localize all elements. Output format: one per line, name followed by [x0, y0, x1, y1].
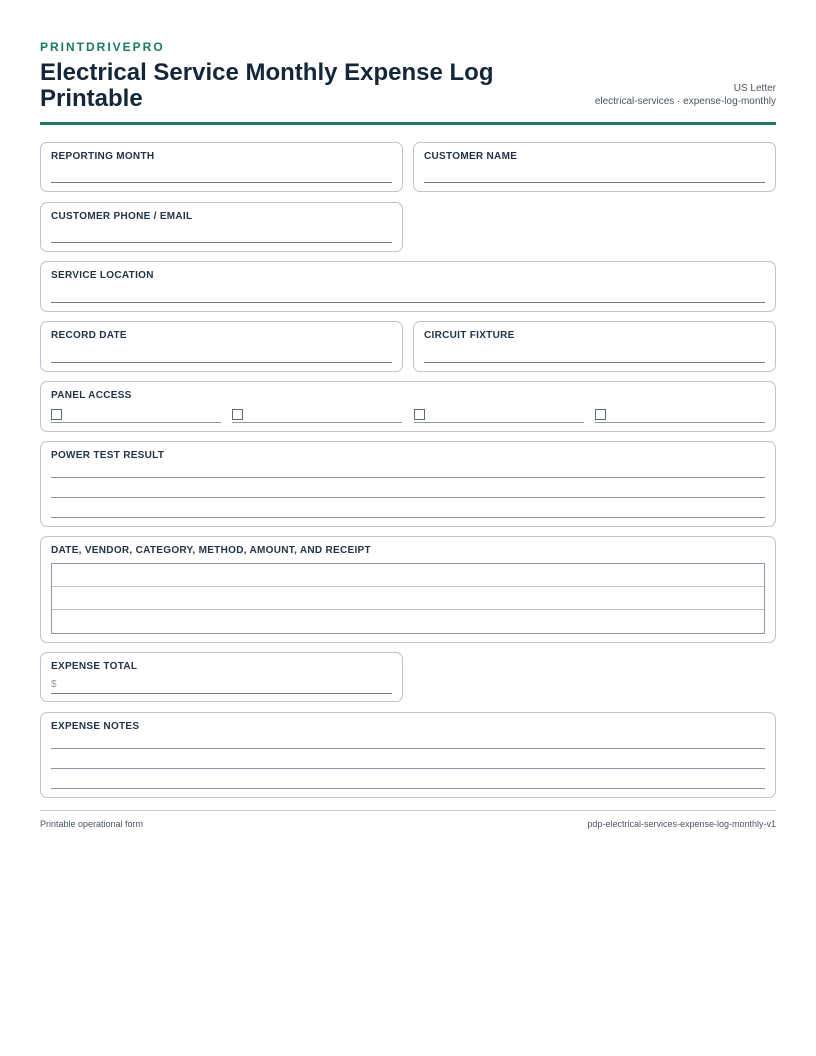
panel-access-option-2[interactable]: [232, 407, 402, 423]
power-test-result-label: POWER TEST RESULT: [51, 450, 165, 461]
expense-notes-label: EXPENSE NOTES: [51, 721, 140, 732]
panel-access-option-1[interactable]: [51, 407, 221, 423]
reporting-month-input-line[interactable]: [51, 182, 392, 183]
customer-contact-label: CUSTOMER PHONE / EMAIL: [51, 211, 193, 222]
expense-notes-field: [40, 712, 776, 798]
record-date-input-line[interactable]: [51, 362, 392, 363]
expense-notes-line-1[interactable]: [51, 748, 765, 749]
power-test-result-line-2[interactable]: [51, 497, 765, 498]
reporting-month-field: [40, 142, 403, 192]
service-location-input-line[interactable]: [51, 302, 765, 303]
expense-notes-line-3[interactable]: [51, 788, 765, 789]
expense-total-label: EXPENSE TOTAL: [51, 661, 138, 672]
table-row[interactable]: [52, 564, 764, 587]
circuit-fixture-label: CIRCUIT FIXTURE: [424, 330, 515, 341]
table-row[interactable]: [52, 587, 764, 610]
checkbox[interactable]: [414, 409, 425, 420]
panel-access-option-4[interactable]: [595, 407, 765, 423]
expense-table-label: DATE, VENDOR, CATEGORY, METHOD, AMOUNT, AND RECEIPT: [51, 545, 371, 556]
power-test-result-field: [40, 441, 776, 527]
panel-access-options: [51, 407, 765, 423]
service-location-field: [40, 261, 776, 312]
circuit-fixture-field: [413, 321, 776, 372]
expense-table: [51, 563, 765, 634]
currency-prefix: $: [51, 679, 57, 690]
customer-contact-input-line[interactable]: [51, 242, 392, 243]
form-page: [40, 40, 776, 125]
circuit-fixture-input-line[interactable]: [424, 362, 765, 363]
header: [40, 60, 776, 125]
expense-total-field: [40, 652, 403, 702]
power-test-result-line-1[interactable]: [51, 477, 765, 478]
customer-name-field: [413, 142, 776, 192]
table-row[interactable]: [52, 610, 764, 633]
expense-total-input-line[interactable]: [51, 693, 392, 694]
customer-name-input-line[interactable]: [424, 182, 765, 183]
footer-form-id: pdp-electrical-services-expense-log-monthly-v1: [587, 819, 776, 829]
paper-size: US Letter: [733, 83, 776, 94]
checkbox[interactable]: [232, 409, 243, 420]
panel-access-field: [40, 381, 776, 432]
power-test-result-line-3[interactable]: [51, 517, 765, 518]
footer: [40, 810, 776, 829]
expense-table-field: [40, 536, 776, 643]
checkbox[interactable]: [51, 409, 62, 420]
customer-name-label: CUSTOMER NAME: [424, 151, 518, 162]
record-date-label: RECORD DATE: [51, 330, 127, 341]
customer-contact-field: [40, 202, 403, 252]
record-date-field: [40, 321, 403, 372]
form-slug: electrical-services · expense-log-monthly: [594, 96, 776, 107]
page-title: Electrical Service Monthly Expense Log Printable: [40, 59, 494, 112]
panel-access-label: PANEL ACCESS: [51, 390, 132, 401]
panel-access-option-3[interactable]: [414, 407, 584, 423]
footer-left-text: Printable operational form: [40, 819, 144, 829]
expense-notes-line-2[interactable]: [51, 768, 765, 769]
reporting-month-label: REPORTING MONTH: [51, 151, 155, 162]
checkbox[interactable]: [595, 409, 606, 420]
page-meta: [595, 82, 776, 112]
service-location-label: SERVICE LOCATION: [51, 270, 154, 281]
brand-logo: PRINTDRIVEPRO: [40, 40, 165, 54]
